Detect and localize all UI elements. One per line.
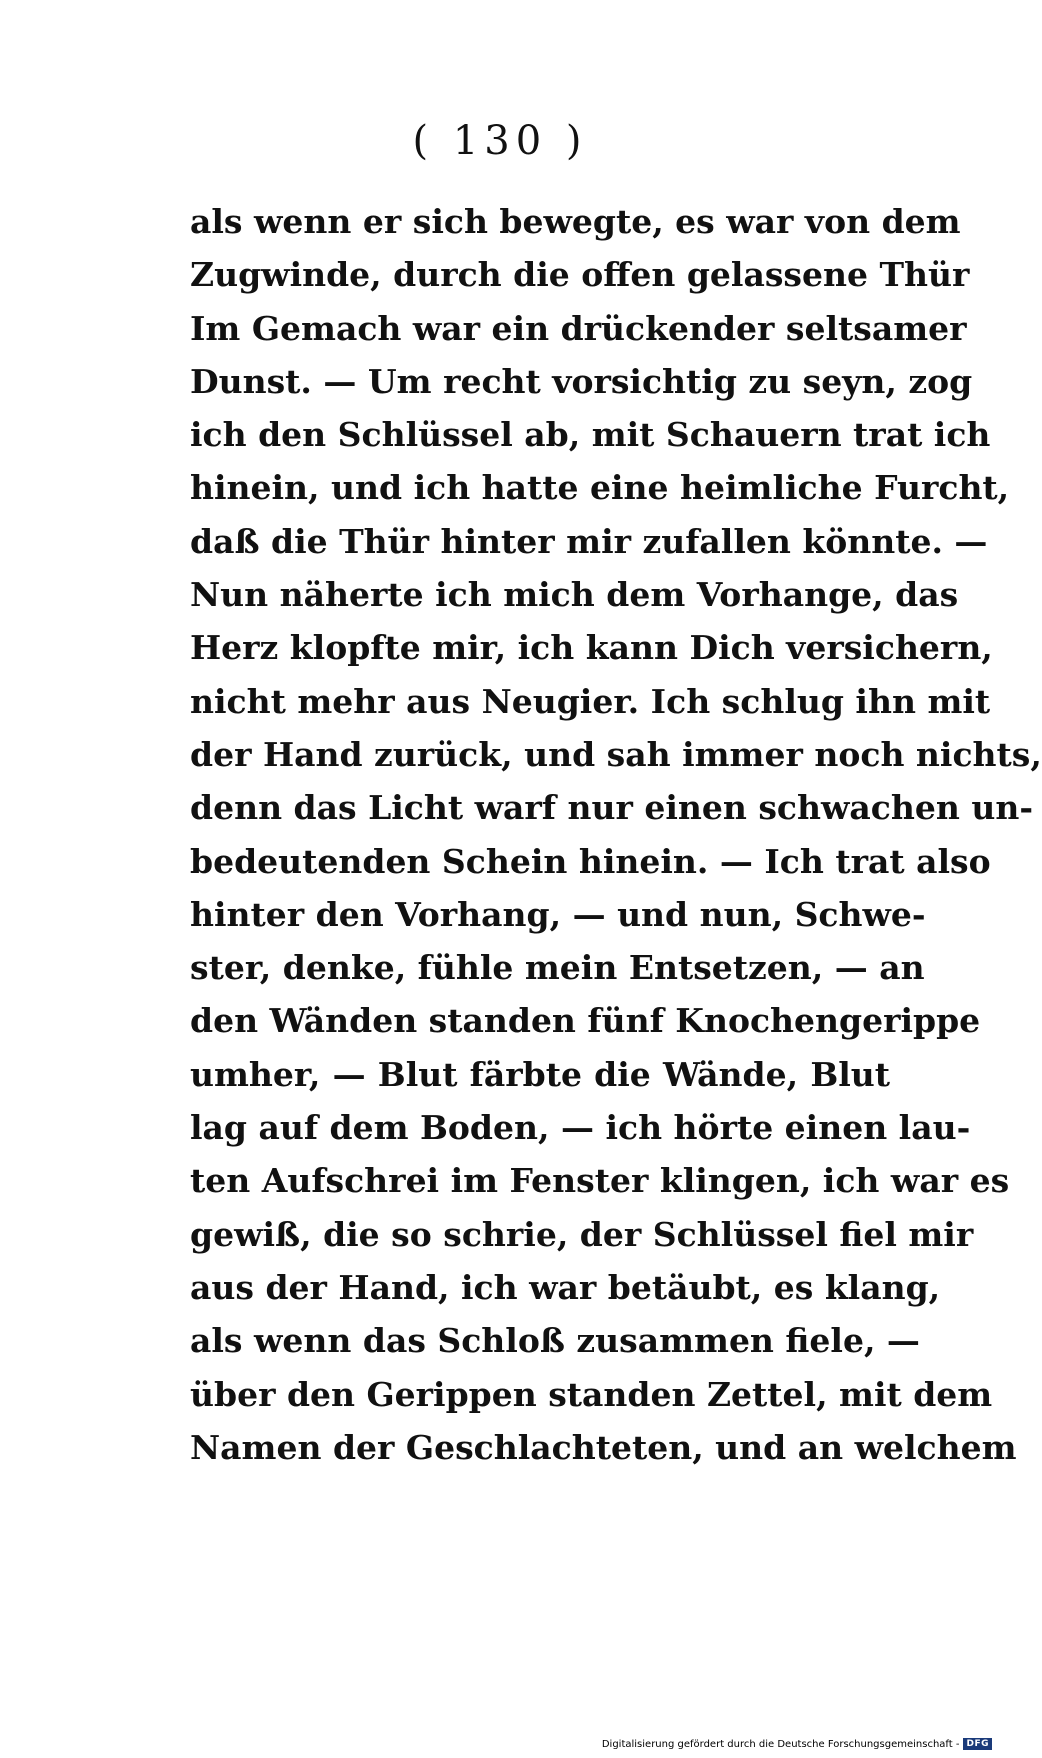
text-line: als wenn das Schloß zusammen fiele, —	[190, 1321, 920, 1361]
text-line: Namen der Geschlachteten, und an welchem	[190, 1427, 1017, 1467]
text-line: über den Gerippen standen Zettel, mit dem	[190, 1374, 993, 1414]
text-line: daß die Thür hinter mir zufallen könnte. —	[190, 521, 988, 561]
text-line: denn das Licht warf nur einen schwachen un-	[190, 788, 1034, 828]
text-line: lag auf dem Boden, — ich hörte einen lau-	[190, 1108, 971, 1148]
text-line: Im Gemach war ein drückender seltsamer	[190, 308, 967, 348]
text-line: umher, — Blut färbte die Wände, Blut	[190, 1054, 890, 1094]
text-line: der Hand zurück, und sah immer noch nichts,	[190, 734, 1042, 774]
text-line: ich den Schlüssel ab, mit Schauern trat ich	[190, 415, 991, 455]
text-line: Nun näherte ich mich dem Vorhange, das	[190, 575, 959, 615]
text-line: hinein, und ich hatte eine heimliche Furcht,	[190, 468, 1010, 508]
text-line: nicht mehr aus Neugier. Ich schlug ihn mit	[190, 681, 991, 721]
page-number: ( 130 )	[412, 118, 588, 164]
text-line: Zugwinde, durch die offen gelassene Thür	[190, 255, 970, 295]
text-line: Dunst. — Um recht vorsichtig zu seyn, zog	[190, 361, 973, 401]
dfg-logo: DFG	[963, 1738, 992, 1750]
text-line: bedeutenden Schein hinein. — Ich trat also	[190, 841, 991, 881]
text-line: hinter den Vorhang, — und nun, Schwe-	[190, 894, 926, 934]
text-line: ster, denke, fühle mein Entsetzen, — an	[190, 948, 925, 988]
footer-text: Digitalisierung gefördert durch die Deutsche Forschungsgemeinschaft -	[601, 1738, 960, 1750]
text-line: Herz klopfte mir, ich kann Dich versichern,	[190, 628, 993, 668]
body-text	[190, 195, 1042, 1474]
digitization-footer	[602, 1738, 992, 1750]
text-line: aus der Hand, ich war betäubt, es klang,	[190, 1267, 941, 1307]
text-line: ten Aufschrei im Fenster klingen, ich war es	[190, 1161, 1010, 1201]
text-line: den Wänden standen fünf Knochengerippe	[190, 1001, 981, 1041]
text-line: als wenn er sich bewegte, es war von dem	[190, 202, 961, 241]
text-line: gewiß, die so schrie, der Schlüssel fiel mir	[190, 1214, 974, 1254]
